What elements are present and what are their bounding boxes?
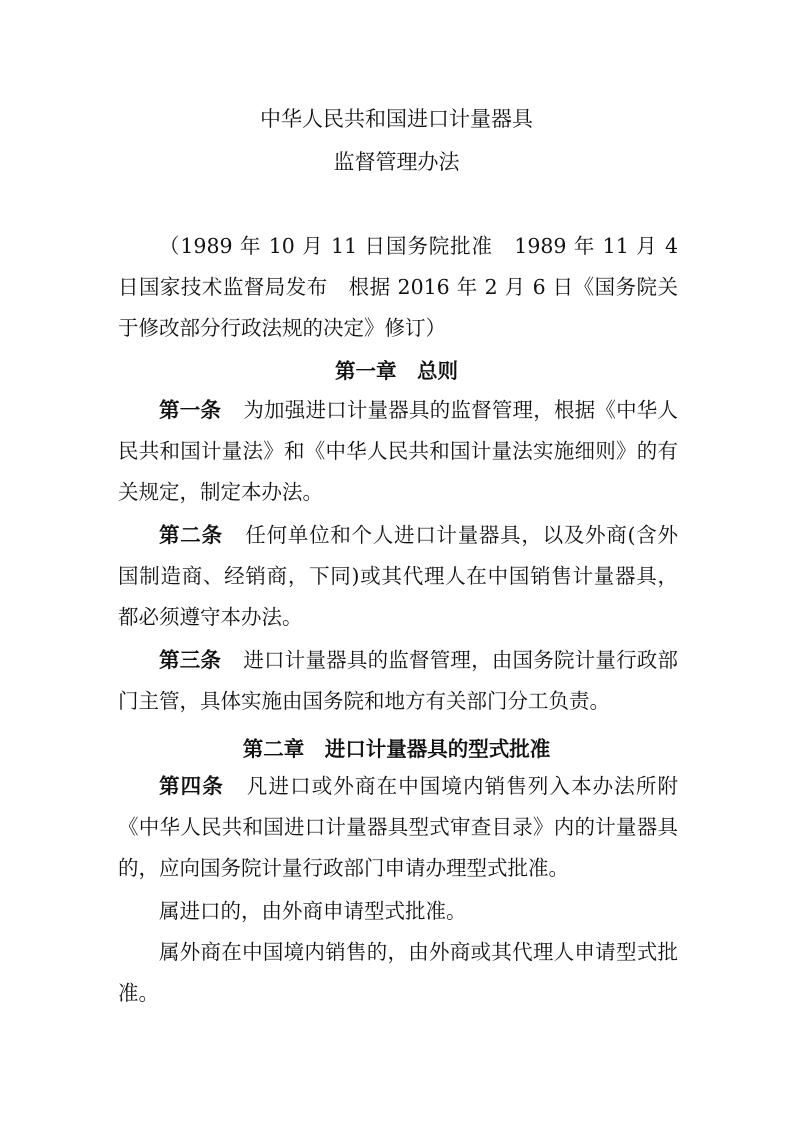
article-3-label: 第三条	[159, 648, 222, 672]
paragraph-import: 属进口的，由外商申请型式批准。	[159, 899, 467, 923]
article-2-label: 第二条	[159, 523, 223, 547]
document-title-line2: 监督管理办法	[333, 150, 460, 174]
article-3	[118, 640, 678, 722]
chapter-1-heading: 第一章 总则	[335, 359, 458, 383]
article-2-text: 任何单位和个人进口计量器具，以及外商(含外国制造商、经销商，下同)或其代理人在中国销售计量器具，都必须遵守本办法。	[118, 523, 678, 629]
article-1-text: 为加强进口计量器具的监督管理，根据《中华人民共和国计量法》和《中华人民共和国计量法实施细则》的有关规定，制定本办法。	[118, 398, 678, 504]
document-title-line1: 中华人民共和国进口计量器具	[260, 107, 533, 131]
paragraph-domestic-sale: 属外商在中国境内销售的，由外商或其代理人申请型式批准。	[118, 940, 678, 1005]
approval-note: （1989 年 10 月 11 日国务院批准 1989 年 11 月 4 日国家技术监督局发布 根据 2016 年 2 月 6 日《国务院关于修改部分行政法规的决定》修订）	[118, 234, 678, 340]
article-2	[118, 515, 678, 638]
chapter-2-heading: 第二章 进口计量器具的型式批准	[242, 737, 551, 761]
article-4-text: 凡进口或外商在中国境内销售列入本办法所附《中华人民共和国进口计量器具型式审查目录》内的计量器具的，应向国务院计量行政部门申请办理型式批准。	[118, 774, 679, 880]
article-1	[118, 390, 678, 513]
article-4-label: 第四条	[159, 774, 224, 798]
article-1-label: 第一条	[159, 398, 222, 422]
article-4	[118, 766, 678, 889]
article-3-text: 进口计量器具的监督管理，由国务院计量行政部门主管，具体实施由国务院和地方有关部门分工负责。	[118, 648, 678, 713]
